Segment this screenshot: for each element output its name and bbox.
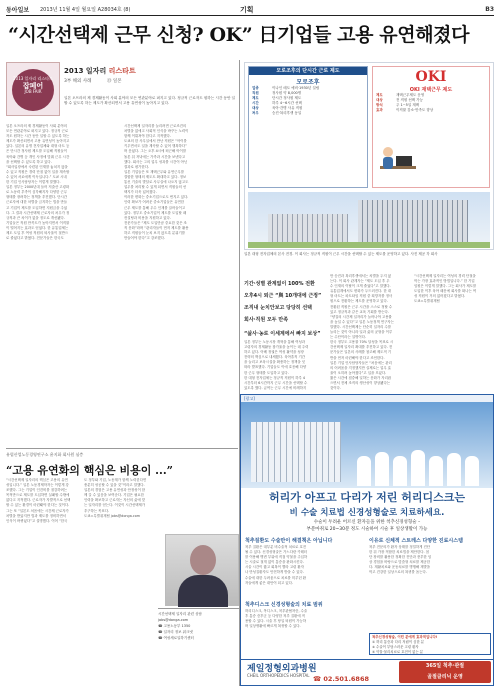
- text-line: 따라 발표했다. 기업들도 이에 호응해 다양: [244, 365, 307, 370]
- text-line: 전문가들은 “제도 도입만큼 중요한 것은 조: [124, 220, 187, 225]
- text-line: 막는 가장 효과적인 방법입니다.” 한 기업: [414, 279, 475, 284]
- text-line: 모든 연관분야로 퍼지고 있다. 정규직 근로: [6, 129, 69, 134]
- hospital-building: [251, 422, 341, 482]
- text-line: 율이 오히려 높아졌다”고 입을 모았다.: [330, 370, 387, 375]
- info-row-value: 정사원 약 8,000명: [272, 91, 302, 95]
- text-line: 도 정부와 기업, 노동계가 함께 노력한다면: [84, 478, 147, 482]
- text-line: 전략의 핵심으로 내세웠다. 육아휴직 기간: [244, 355, 306, 360]
- ad-bullet-head: 척추신경성형술, 이런 분에게 효과적입니다!: [372, 635, 438, 639]
- ad-col3-text: [245, 609, 365, 657]
- text-line: 컨설팅과 비용을 지원하고 있다.: [124, 215, 171, 220]
- info-row-key: 업종: [252, 86, 259, 90]
- company-logo: 모로조후: [296, 79, 320, 86]
- info-row-value: 육아·간병 사유 직원: [272, 106, 303, 110]
- text-line: 돌본 뒤 저녁에는 가족과 시간을 보낸다고: [124, 154, 186, 159]
- series-subtitle-text: 3부 해외 사례: [64, 79, 92, 84]
- text-line: 일본 정부는 2000년대 들어 저출산 고령화: [6, 185, 70, 190]
- text-line: 수 있고 직원은 경력 단절 없이 일을 계속할: [6, 169, 70, 174]
- text-line: 있고 정규직과 같은 교육 기회를 받는다.: [330, 309, 389, 314]
- text-line: 일본의 경험은 고용 유연성과 안정성이 함: [84, 488, 146, 493]
- info-row-key: 처우: [252, 111, 259, 115]
- building-main: [358, 200, 468, 242]
- date-line: 2013년 11월 4일 월요일 A28034호 (8): [40, 7, 131, 13]
- text-line: 시술 시간이 짧고 회복이 빨라 고령 환자: [245, 565, 304, 570]
- ad-bullet-item: ② 수술이 부담스러운 고령 환자: [372, 645, 419, 649]
- photo-suit: [178, 575, 228, 607]
- text-line: 함께 이뤄져야 한다고 지적했다.: [124, 134, 171, 139]
- text-line: 일본 기업들은 또 재택근무와 유연근무를: [124, 169, 184, 174]
- series-title-part2: 리스타트: [108, 67, 136, 75]
- subhead-right: “삶사·농로 이세계에서 빠지 보상”: [244, 331, 321, 337]
- text-line: 유통업계에서도 변화가 두드러진다. 한 대: [330, 289, 392, 294]
- info-row-value: 전 직원 선택 가능: [396, 98, 424, 102]
- series-title: [64, 66, 136, 76]
- text-line: 척추 전문의가 환자 상태를 정밀하게 진단: [369, 545, 431, 549]
- sub-article-title: “고용 유연화의 핵심은 비용이 ...”: [6, 464, 173, 477]
- text-line: 통신 기술의 발달로 사무실에 나오지 않고도: [124, 180, 189, 185]
- article-lead: 일본 오프라의 제 경제활동이 사회 분야의 모든 연관분야로 퍼지고 있다. 정규직 근로자도 원하는 시간 동안 일할 수 있도록 하는 제도가 확산되면서 고용 유연성이 높아지고 있다.: [64, 96, 236, 105]
- sub-article-header: [6, 452, 238, 478]
- contact-info-box: [158, 608, 240, 680]
- text-line: 한 근무 형태를 도입하고 있다.: [244, 370, 289, 375]
- text-line: 전환된 직원은 근무 시간을 스스로 정할 수: [330, 304, 393, 309]
- text-line: 인식이 바뀌었다”고 설명했다. 이어 “한국: [6, 518, 68, 523]
- text-line: 반을 먼저 마련해야 한다고 조언한다.: [330, 355, 385, 360]
- text-line: 도쿄의 한 사무실에서 만난 직원은 “아이를: [124, 139, 187, 144]
- text-line: 할 수 있는 환경이 마련돼야 한다는 것이다.: [6, 503, 70, 508]
- clinic-english-name: CHEIL ORTHOPEDICS HOSPITAL: [247, 673, 310, 678]
- text-line: 될 수 있다. 신경성형술은 가느다란 카테터: [245, 550, 308, 555]
- info-line: ☎ 고용노동부 1350: [158, 624, 191, 628]
- text-line: 수 인재의 이탈이 크게 줄었다”고 말했다.: [330, 284, 391, 289]
- text-line: 시간선택제 일자리를 늘리려면 근로조건의: [124, 124, 187, 128]
- text-line: 하고 있다. 아베 정권은 여성 활약을 성장: [244, 350, 304, 355]
- building-annex: [268, 214, 348, 242]
- text-line: 했다. 회사는 그의 업무 성과를 시간이 아닌: [124, 159, 188, 164]
- text-line: “양질의 시간제 일자리가 늘어나야 고용률: [330, 314, 392, 319]
- newspaper-brand: 동아일보: [6, 7, 30, 14]
- text-line: 으면서 전체 조직의 생산성이 향상됐다는: [330, 380, 390, 385]
- text-line: 이러한 변화는 중소기업으로도 번지고 있다.: [124, 195, 189, 200]
- text-line: 일본 기업 인사담당자들은 “처음에는 관리: [330, 360, 392, 365]
- article-body-right: [330, 274, 410, 392]
- photo-caption: 일본 대형 전자업체의 본사 전경. 이 회사는 정규직 직원이 근무 시간을 선택할 수 있는 제도를 운영하고 있다. 사진 제공 각 회사: [244, 252, 438, 256]
- ad-bullet-item: ③ 약물·물리치료로 호전이 없는 분: [372, 650, 424, 654]
- info-row-key: 효과: [376, 108, 383, 112]
- text-line: 택지가 더욱 넓어졌다.: [124, 190, 157, 195]
- text-line: 추구하는 목표다.: [84, 508, 110, 513]
- text-line: 을 선택할 수 있도록 하고 있다.: [6, 159, 52, 164]
- text-line: 한 기업 인사담당자는 이렇게 말했다.: [6, 180, 61, 185]
- text-line: 허리디스크, 목디스크, 척추관협착증, 수술: [245, 609, 308, 613]
- sub-article-body: [6, 478, 80, 684]
- text-line: 막고 건강한 일상으로의 복귀를 돕는다.: [369, 570, 427, 575]
- text-line: 는 시술로 절개 없이 통증을 완화시킨다.: [245, 560, 304, 565]
- ad-col1-head: 척추질환도 수술만이 해결책은 아닙니다: [245, 538, 333, 544]
- article-body-left: [6, 124, 120, 446]
- info-line: jobs@donga.com: [158, 618, 189, 622]
- text-line: 를 이용해 병변 부위에 직접 약물을 주입하: [245, 555, 308, 560]
- text-line: 로 줄었다고 밝혔다. 전문가들은 한국도: [6, 236, 64, 241]
- text-line: 임원은 이렇게 말했다. 그는 회사가 제도를: [414, 284, 477, 289]
- photo-face: [190, 545, 216, 575]
- text-line: 조했다. 그는 기업이 인건비를 절감하려는: [6, 488, 68, 493]
- text-line: 고령자의 경제활동 참가율을 높이는 데 주력: [244, 345, 309, 350]
- text-line: 는 일자리를 얻는다. 이것이 시간선택제가: [84, 503, 146, 508]
- company-building-photo: [248, 192, 490, 248]
- ad-col1-text: [245, 545, 365, 595]
- ad-hero-photo: [241, 402, 493, 488]
- sub-article-tag: 유럽산업노동경영연구소 윤지화 회사원 심층: [6, 452, 84, 457]
- section-label: 기획: [240, 5, 254, 14]
- text-line: 것이다.: [330, 386, 341, 391]
- info-row-value: 주 1~5일 재택: [396, 103, 420, 107]
- text-line: 의 어려움을 걱정했지만 실제로는 업무 효: [330, 365, 392, 370]
- text-line: 일본 정부는 노동시장 개혁을 통해 여성과: [244, 340, 306, 344]
- text-line: 형 마트는 파트타임 직원 중 희망자를 정사: [330, 294, 393, 299]
- text-line: 을 높일 수 있다”고 일본 노동정책 연구자는: [330, 319, 394, 324]
- subhead-2: 오후4시 퇴근 “與 10개대에 근정”: [244, 293, 322, 299]
- text-line: 는 수단이라는 설명이다.: [330, 335, 366, 340]
- text-line: 자도 원하는 시간 동안 일할 수 있도록 하는: [6, 134, 70, 139]
- text-line: 제도가 확산되면서 고용 유연성이 높아지고: [6, 139, 70, 144]
- text-line: 직 문화”라며 “관리자들이 먼저 제도를 활용: [124, 225, 189, 230]
- text-line: 그는 또 “일본도 처음에는 시간제 근로자가: [6, 508, 69, 513]
- info-line: ☎ 일자리 정보 워크넷: [158, 630, 193, 634]
- text-line: 는다. 이 회사 관계자는 “제도 도입 후 우: [330, 279, 390, 284]
- company-box-morozoff: [248, 66, 368, 188]
- text-line: 수술에 대한 두려움으로 치료를 미루던 환: [245, 575, 307, 580]
- text-line: 업무를 처리할 수 있게 되면서 직원들의 선: [124, 185, 187, 190]
- oki-box-header: OKI 재택근무 제도: [409, 87, 453, 93]
- text-line: 인력을 확보하고 근로자는 자신의 삶에 맞: [84, 498, 146, 503]
- text-line: 간선택제 일자리 확대를 추진하고 있다. 전: [330, 345, 393, 350]
- series-badge-top: 2013 일자리 리스타트: [13, 76, 53, 81]
- text-line: 용할 수 있다. 시술 후 당일 퇴원이 가능하: [245, 619, 307, 624]
- info-row: [249, 111, 367, 116]
- text-line: 다. 그 결과 시간선택제 근로자의 처우가 정: [6, 210, 70, 215]
- ad-col2-head: 이유로 신체적 스트레스 다양한 진료시스템: [369, 538, 463, 544]
- building-lawn: [248, 242, 490, 248]
- text-line: 차별을 없애고 사회적 인식을 바꾸는 노력이: [124, 129, 189, 134]
- text-line: 나 만성질환자도 안전하게 받을 수 있다.: [245, 570, 304, 575]
- series-subtitle-num: ⑬ 일본: [106, 79, 122, 84]
- article-body-mid: [244, 340, 324, 392]
- clinic-badge: [399, 661, 491, 683]
- text-line: 결과로 평가한다.: [124, 164, 150, 169]
- text-line: 형태를 장려하는 정책을 추진했다. 단시간: [6, 195, 68, 200]
- subhead-1: 기간·성별 관계없이 100% 전환: [244, 281, 315, 287]
- text-line: 로 노동력 부족이 심각해지자 다양한 근무: [6, 190, 68, 195]
- ad-subtext-1: 수술이 두려운 어르신 환자들을 위한 척추신경성형술 –: [313, 520, 421, 525]
- text-line: 이 떨어지는 효과도 얻었다. 한 유통업체는: [6, 225, 69, 230]
- text-line: 며 웃었다. 그는 오후 4시에 퇴근해 아이를: [124, 149, 187, 154]
- info-line: ☎ 여성새로일하기센터: [158, 636, 194, 640]
- series-badge: [6, 62, 60, 116]
- subhead-4: 회사·직원 모두 만족: [244, 317, 289, 323]
- text-line: 말했다. 시간선택제는 단순히 일자리 수를: [330, 324, 392, 329]
- article-body-left-2: [124, 124, 238, 446]
- doctors-group: [353, 420, 491, 486]
- info-line: 시간선택제 일자리 관련 상담: [158, 612, 202, 616]
- text-line: 없다고 지적했다. 근로자가 자발적으로 선택: [6, 498, 71, 503]
- text-line: 만 승진과 복리후생에서는 차별을 두지 않: [330, 274, 392, 278]
- text-line: 원으로 전환하는 제도를 운영하고 있다.: [330, 299, 388, 304]
- text-line: 고 기업이 제도를 도입하면 지원금을 주었: [6, 205, 68, 210]
- section-divider: [6, 448, 238, 449]
- text-line: 인력 확보가 어려운 중소기업들은 유연한: [124, 200, 184, 205]
- info-row-key: 방식: [376, 103, 383, 107]
- info-row-key: 직원: [252, 91, 259, 95]
- series-badge-circle: [12, 69, 54, 111]
- series-title-part1: 2013 일자리: [64, 67, 107, 75]
- ad-col3-head: 척추디스크 신경성형술의 치료 범위: [245, 602, 323, 608]
- info-row-value: 단시간 정사원 제도: [272, 96, 302, 100]
- text-line: 문가들은 일본의 사례를 참고해 제도적 기: [330, 350, 392, 355]
- text-line: 있도록 했다. 급여는 근무 시간에 비례하지: [244, 385, 307, 390]
- text-line: 한 대형 전자업체는 정규직 직원이 하루 4: [244, 375, 306, 380]
- ad-subtext-2: 부분마취로 20~30분 정도 시술하여 시술 후 일상생활이 가능: [306, 527, 428, 532]
- text-line: 자들에게 좋은 대안이 되고 있다.: [245, 580, 293, 585]
- article-body-right-2: [414, 274, 494, 392]
- info-row-value: 승진·복리후생 동일: [272, 111, 302, 115]
- text-line: 육아와 간병 등 개인 사정에 맞춰 근무 시간: [6, 154, 70, 159]
- info-row-value: 하루 4~6시간 선택: [272, 101, 302, 105]
- text-line: 도쿄=특별취재팀 jobs@donga.com: [84, 513, 141, 518]
- series-badge-bottom: JOB FAIR: [24, 89, 42, 95]
- text-line: 한 뒤 가장 적합한 치료법을 제안한다. 첨: [369, 550, 429, 555]
- text-line: 짧은 시간에 집중해 일하는 문화가 자리잡: [330, 375, 392, 380]
- ad-subtext: [241, 519, 493, 533]
- text-line: 있다. 일본의 유명 전자업체와 대형 마트 등: [6, 144, 70, 149]
- info-row-key: 시간: [252, 101, 259, 105]
- clinic-badge-2: 골절클리닉 운영: [427, 674, 463, 680]
- sub-article-body-2: [84, 478, 158, 684]
- ad-label: [광고]: [241, 395, 493, 402]
- text-line: 차별을 받았지만 법과 제도를 정비하면서: [6, 513, 66, 518]
- text-line: 며 일상생활에 빠르게 복귀할 수 있다.: [245, 624, 301, 629]
- subhead-3: 조직내 눈치안보고 당당히 선택: [244, 305, 313, 311]
- text-line: 충분히 성공할 수 있을 것”이라고 말했다.: [84, 483, 145, 488]
- info-row-value: 이나인 매도 예비·1930년 설립: [272, 86, 320, 90]
- company-box-header: 모로조후의 단시간 근로 제도: [249, 67, 367, 75]
- text-line: 성입니다.” 일본 노동경제학자는 이렇게 강: [6, 483, 69, 488]
- text-line: 시간부터 6시간까지 근무 시간을 선택할 수: [244, 380, 308, 385]
- text-line: 목적만으로 제도를 도입하면 실패할 수밖에: [6, 493, 70, 498]
- text-line: 을 늘리고 보육시설을 확충하는 정책을 잇: [244, 360, 306, 365]
- text-line: 성 직원이 거의 없어졌다고 밝혔다.: [414, 294, 466, 299]
- ad-col2-text: [369, 545, 489, 595]
- ad-slogan-1: 허리가 아프고 다리가 저린 허리디스크는: [269, 491, 465, 504]
- text-line: 결합한 형태의 제도도 확대하고 있다. 정보: [124, 174, 187, 179]
- text-line: 하고 직원들이 눈치 보지 않도록 분위기를: [124, 230, 186, 235]
- series-badge-mid: 잡페어: [22, 80, 44, 90]
- text-line: 근무 제도를 통해 우수 인재를 끌어들이고: [124, 205, 186, 210]
- text-line: 만들어야 한다”고 강조했다.: [124, 236, 166, 241]
- page-headline: “시간선택제 근무 신청? OK” 日기업들 고용 유연해졌다: [8, 24, 470, 46]
- ad-bullet-box: [369, 633, 491, 655]
- info-row-key: 제도: [252, 96, 259, 100]
- clinic-phone[interactable]: ☎ 02.501.6868: [313, 675, 370, 683]
- info-row-key: 대상: [376, 98, 383, 102]
- text-line: 도쿄=특별취재팀: [414, 299, 440, 304]
- page-number: B3: [485, 6, 494, 13]
- text-line: 기업들은 직원 만족도가 높아지면서 이직률: [6, 220, 70, 225]
- text-line: 한국 정부도 고용률 70% 달성을 목표로 시: [330, 340, 394, 345]
- text-line: 근로자에 대한 차별을 금지하는 법을 만들: [6, 200, 68, 205]
- text-line: 규직과 큰 차이가 없을 정도로 개선됐다.: [6, 215, 65, 220]
- text-line: “시간선택제 일자리는 여성의 경력 단절을: [414, 274, 476, 278]
- text-line: “시간선택제 일자리의 핵심은 고용의 유연: [6, 478, 68, 482]
- text-line: 척추 질환은 대부분 비수술적 치료로 호전: [245, 545, 307, 549]
- info-row-value: 이직률 감소·만족도 향상: [396, 108, 434, 112]
- info-row-value: 재택근무제도 운영: [396, 93, 425, 97]
- text-line: 은 단시간 정사원 제도를 도입해 직원들이: [6, 149, 68, 154]
- text-line: 일본 오프라의 제 경제활동이 사회 분야의: [6, 124, 68, 128]
- interviewee-photo: [165, 534, 239, 606]
- ad-bullet-item: ① 허리 통증과 다리 저림이 심한 분: [372, 640, 425, 644]
- office-worker-illustration: [378, 140, 418, 186]
- text-line: 단 장비를 활용한 정확한 진단과 풍부한 임: [369, 555, 432, 560]
- info-row-key: 제도: [376, 93, 383, 97]
- ad-slogan-2: 비 수술 치료법 신경성형술로 치료하세요.: [289, 508, 445, 518]
- text-line: 상 경험을 바탕으로 맞춤형 치료를 제공한: [369, 560, 431, 565]
- hospital-advertisement: [240, 394, 494, 686]
- info-row-key: 대상: [252, 106, 259, 110]
- masthead: [6, 4, 494, 16]
- clinic-name: 제일정형외과병원: [247, 664, 317, 674]
- text-line: 제도 도입 후 여성 직원의 퇴사율이 절반으: [6, 230, 69, 235]
- text-line: 늘리는 것이 아니라 일과 삶의 균형을 이루: [330, 330, 393, 335]
- series-subtitle: [64, 78, 122, 84]
- clinic-badge-1: 365일 척추·관절: [425, 663, 465, 669]
- text-line: 키우면서도 일을 계속할 수 있어 행복하다”: [124, 144, 187, 149]
- text-line: 다. 재활치료와 운동치료를 병행해 재발을: [369, 565, 431, 570]
- text-line: 수 있어 서로에게 이득입니다.” 도쿄 시내: [6, 174, 67, 179]
- info-row: [373, 108, 489, 113]
- text-line: 후 통증 증후군 등 다양한 척추 질환에 적: [245, 614, 305, 619]
- text-line: 께 갈 수 있음을 보여준다. 기업은 필요한: [84, 493, 144, 498]
- text-line: 있다. 정부도 중소기업이 제도를 도입할 때: [124, 210, 187, 215]
- text-line: 도입한 이후 육아 때문에 회사를 떠나는 여: [414, 289, 477, 294]
- oki-logo: OKI: [415, 69, 447, 85]
- text-line: “회사입장에서 숙련된 인재를 놓치지 않을: [6, 164, 68, 169]
